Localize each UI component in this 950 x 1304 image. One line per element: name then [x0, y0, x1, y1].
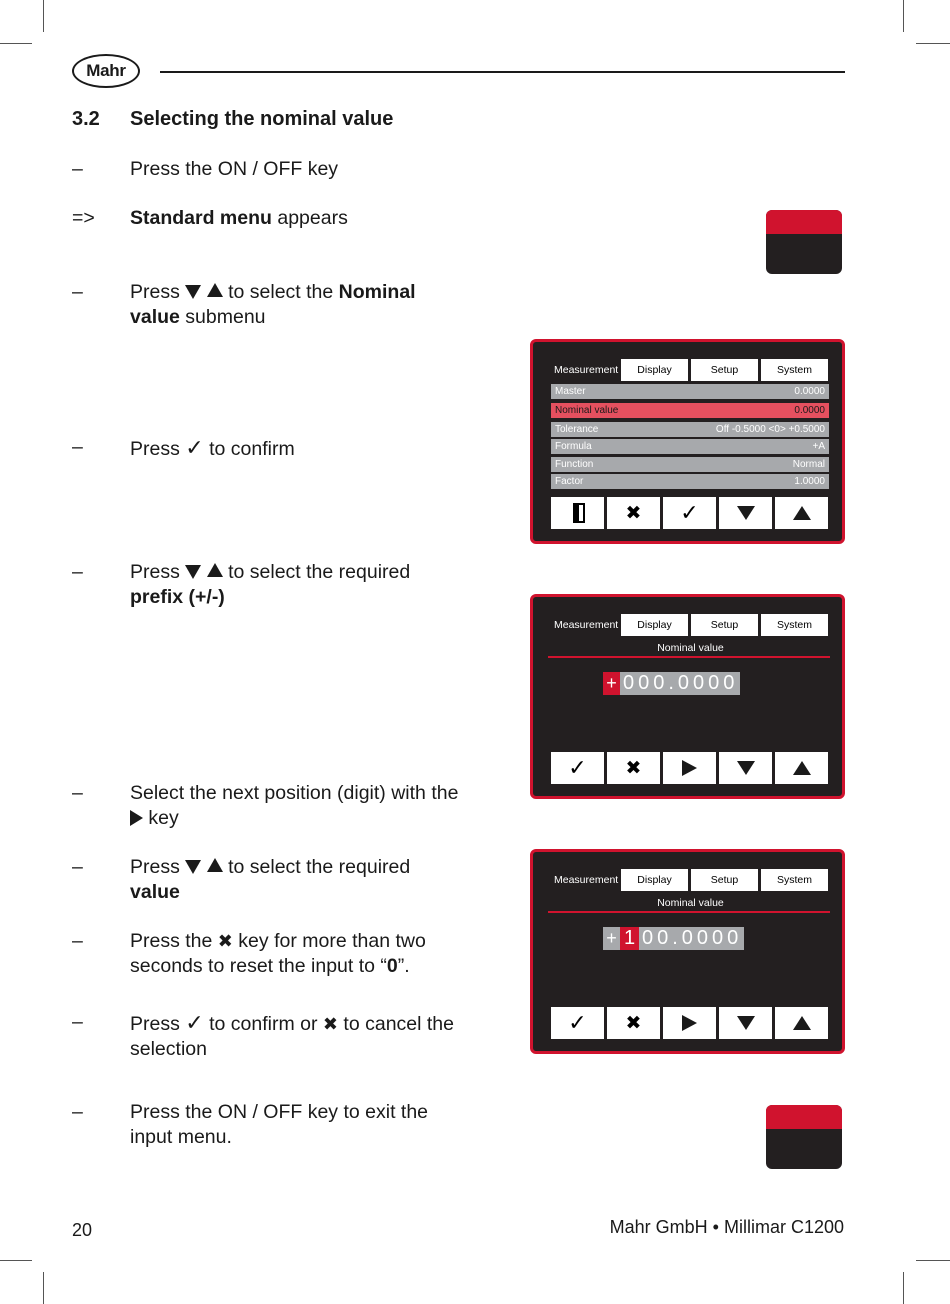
arrow-right-icon — [682, 1015, 697, 1031]
screen-tabs — [551, 869, 831, 891]
page-number: 20 — [72, 1220, 93, 1240]
arrow-down-icon — [737, 506, 755, 520]
device-screen-nominal-digit — [530, 849, 845, 1054]
cancel-key[interactable] — [607, 497, 660, 529]
softkey-bar — [551, 752, 828, 784]
exit-key[interactable] — [551, 497, 604, 529]
crop-mark — [43, 0, 44, 32]
tab-setup[interactable]: Setup — [691, 614, 758, 636]
crop-mark — [0, 43, 32, 44]
on-off-key-top — [766, 1105, 842, 1129]
menu-row-factor[interactable]: Factor 1.0000 — [551, 474, 829, 489]
tab-system[interactable]: System — [761, 614, 828, 636]
tab-measurement[interactable]: Measurement — [554, 364, 619, 376]
door-icon — [571, 503, 585, 523]
screen-title: Nominal value — [657, 897, 724, 909]
device-screen-standard-menu — [530, 339, 845, 544]
step-mark: – — [72, 436, 83, 458]
crop-mark — [903, 1272, 904, 1304]
arrow-down-icon — [185, 860, 201, 874]
on-off-key — [766, 210, 842, 274]
step-mark: – — [72, 561, 83, 583]
softkey-bar — [551, 497, 828, 529]
menu-row-tolerance[interactable]: Tolerance Off -0.5000 <0> +0.5000 — [551, 422, 829, 437]
step-text: Press ✓ to confirm — [130, 435, 295, 460]
cross-icon: ✖ — [322, 1014, 338, 1034]
on-off-key — [766, 1105, 842, 1169]
step-mark: – — [72, 930, 83, 952]
arrow-up-icon — [207, 283, 223, 297]
step-mark: – — [72, 281, 83, 303]
crop-mark — [916, 43, 950, 44]
crop-mark — [43, 1272, 44, 1304]
confirm-key[interactable] — [663, 497, 716, 529]
section-number: 3.2 — [72, 108, 100, 130]
step-text: Standard menu appears — [130, 207, 348, 229]
down-key[interactable] — [719, 1007, 772, 1039]
confirm-key[interactable] — [551, 1007, 604, 1039]
step-text: Press to select the required prefix (+/-) — [130, 561, 411, 608]
arrow-up-icon — [207, 858, 223, 872]
crop-mark — [903, 0, 904, 32]
step-text: Press the ON / OFF key to exit the input menu. — [130, 1101, 429, 1148]
step-mark: – — [72, 158, 83, 180]
step-mark: – — [72, 1011, 83, 1033]
check-icon: ✓ — [680, 500, 699, 525]
tab-measurement[interactable]: Measurement — [554, 874, 619, 886]
device-screen-nominal-prefix — [530, 594, 845, 799]
on-off-key-top — [766, 210, 842, 234]
screen-tabs — [551, 614, 831, 636]
menu-row-master[interactable]: Master 0.0000 — [551, 384, 829, 399]
step-mark: => — [72, 207, 95, 229]
menu-row-function[interactable]: Function Normal — [551, 457, 829, 472]
value-digits[interactable]: 00.0000 — [639, 927, 744, 950]
check-icon: ✓ — [568, 1010, 587, 1035]
section-title: Selecting the nominal value — [130, 108, 394, 130]
down-key[interactable] — [719, 497, 772, 529]
arrow-up-icon — [793, 1016, 811, 1030]
check-icon: ✓ — [185, 1010, 204, 1035]
step-text: Select the next position (digit) with the key — [130, 782, 459, 829]
arrow-up-icon — [793, 506, 811, 520]
footer-brand: Mahr GmbH • Millimar C1200 — [609, 1217, 844, 1237]
menu-row-formula[interactable]: Formula +A — [551, 439, 829, 454]
prefix-digit[interactable]: + — [603, 927, 620, 950]
cancel-key[interactable] — [607, 752, 660, 784]
tab-system[interactable]: System — [761, 359, 828, 381]
tab-display[interactable]: Display — [621, 359, 688, 381]
nominal-value-input[interactable] — [603, 927, 744, 950]
title-rule — [548, 656, 830, 658]
step-text: Press the ON / OFF key — [130, 158, 339, 180]
step-mark: – — [72, 782, 83, 804]
value-digits[interactable]: 000.0000 — [620, 672, 740, 695]
cross-icon: ✖ — [625, 757, 642, 779]
header-rule — [160, 71, 845, 73]
arrow-down-icon — [737, 1016, 755, 1030]
mahr-logo: Mahr — [72, 54, 140, 88]
confirm-key[interactable] — [551, 752, 604, 784]
cancel-key[interactable] — [607, 1007, 660, 1039]
step-mark: – — [72, 856, 83, 878]
up-key[interactable] — [775, 497, 828, 529]
arrow-up-icon — [207, 563, 223, 577]
right-key[interactable] — [663, 752, 716, 784]
arrow-up-icon — [793, 761, 811, 775]
check-icon: ✓ — [185, 435, 204, 460]
step-mark: – — [72, 1101, 83, 1123]
tab-setup[interactable]: Setup — [691, 359, 758, 381]
step-text: Press the ✖ key for more than two seconds to reset the input to “0”. — [130, 930, 426, 977]
arrow-right-icon — [130, 810, 143, 826]
step-text: Press ✓ to confirm or ✖ to cancel the selection — [130, 1010, 454, 1060]
right-key[interactable] — [663, 1007, 716, 1039]
crop-mark — [916, 1260, 950, 1261]
tab-display[interactable]: Display — [621, 869, 688, 891]
down-key[interactable] — [719, 752, 772, 784]
check-icon: ✓ — [568, 755, 587, 780]
tab-measurement[interactable]: Measurement — [554, 619, 619, 631]
tab-display[interactable]: Display — [621, 614, 688, 636]
softkey-bar — [551, 1007, 828, 1039]
arrow-down-icon — [185, 565, 201, 579]
nominal-value-input[interactable] — [603, 672, 740, 695]
cross-icon: ✖ — [625, 502, 642, 524]
up-key[interactable] — [775, 1007, 828, 1039]
step-text: Press to select the required value — [130, 856, 411, 903]
prefix-digit-active[interactable]: + — [603, 672, 620, 695]
cross-icon: ✖ — [217, 931, 233, 951]
crop-mark — [0, 1260, 32, 1261]
tab-setup[interactable]: Setup — [691, 869, 758, 891]
step-text: Press to select the Nominal value submenu — [130, 281, 416, 328]
arrow-down-icon — [185, 285, 201, 299]
title-rule — [548, 911, 830, 913]
digit-active[interactable]: 1 — [620, 927, 639, 950]
menu-row-nominal-value[interactable]: Nominal value 0.0000 — [551, 403, 829, 418]
arrow-down-icon — [737, 761, 755, 775]
cross-icon: ✖ — [625, 1012, 642, 1034]
tab-system[interactable]: System — [761, 869, 828, 891]
arrow-right-icon — [682, 760, 697, 776]
screen-title: Nominal value — [657, 642, 724, 654]
up-key[interactable] — [775, 752, 828, 784]
screen-tabs — [551, 359, 831, 381]
